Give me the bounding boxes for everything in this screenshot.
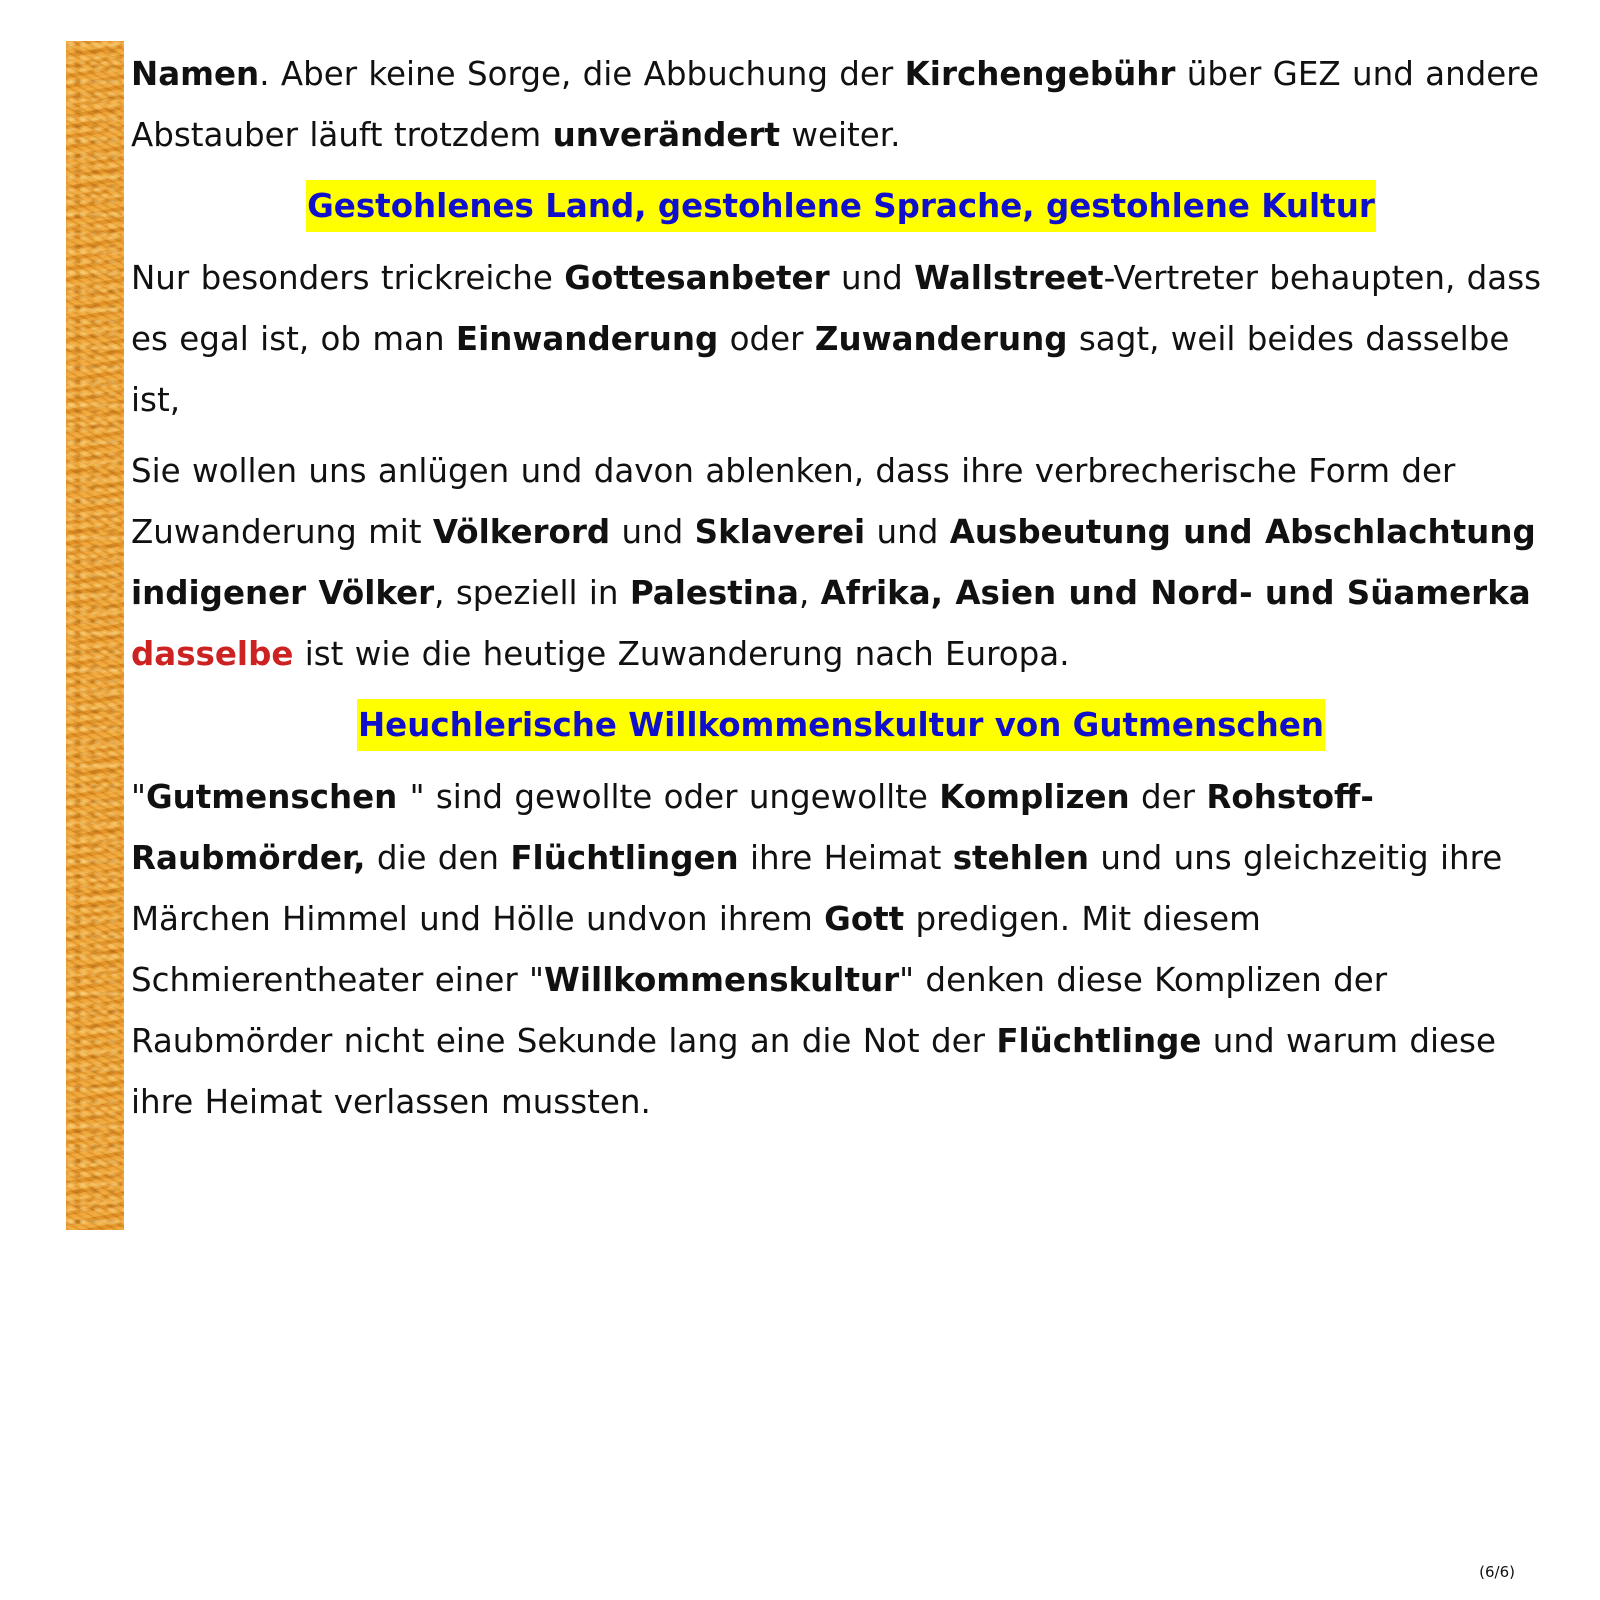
paragraph-gutmenschen: "Gutmenschen " sind gewollte oder ungewollte Komplizen der Rohstoff-Raubmörder, die den Flüchtlingen ihre Heimat stehlen und uns gleichzeitig ihre Märchen Himmel und Hölle undvon ihrem Gott predigen. Mit diesem Schmierentheater einer "Willkommenskultur" denken diese Komplizen der Raubmörder nicht eine Sekunde lang an die Not der Flüchtlinge und warum diese ihre Heimat verlassen mussten.	[131, 778, 1503, 1121]
paragraph-zuwanderung: Sie wollen uns anlügen und davon ablenken, dass ihre verbrecherische Form der Zuwanderung mit Völkerord und Sklaverei und Ausbeutung und Abschlachtung indigener Völker, speziell in Palestina, Afrika, Asien und Nord- und Süamerka dasselbe ist wie die heutige Zuwanderung nach Europa.	[131, 452, 1536, 673]
decorative-side-bar	[66, 41, 124, 1230]
page-number: (6/6)	[1479, 1563, 1515, 1581]
paragraph-intro: Namen. Aber keine Sorge, die Abbuchung der Kirchengebühr über GEZ und andere Abstauber läuft trotzdem unverändert weiter.	[131, 55, 1539, 154]
section-heading-row	[131, 699, 1551, 757]
emphasis-red: dasselbe	[131, 635, 294, 673]
document-body	[131, 44, 1551, 1133]
section-heading: Gestohlenes Land, gestohlene Sprache, gestohlene Kultur	[306, 180, 1376, 232]
section-heading: Heuchlerische Willkommenskultur von Gutmenschen	[357, 699, 1325, 751]
paragraph-einwanderung: Nur besonders trickreiche Gottesanbeter und Wallstreet-Vertreter behaupten, dass es egal ist, ob man Einwanderung oder Zuwanderung sagt, weil beides dasselbe ist,	[131, 259, 1542, 419]
section-heading-row	[131, 180, 1551, 238]
